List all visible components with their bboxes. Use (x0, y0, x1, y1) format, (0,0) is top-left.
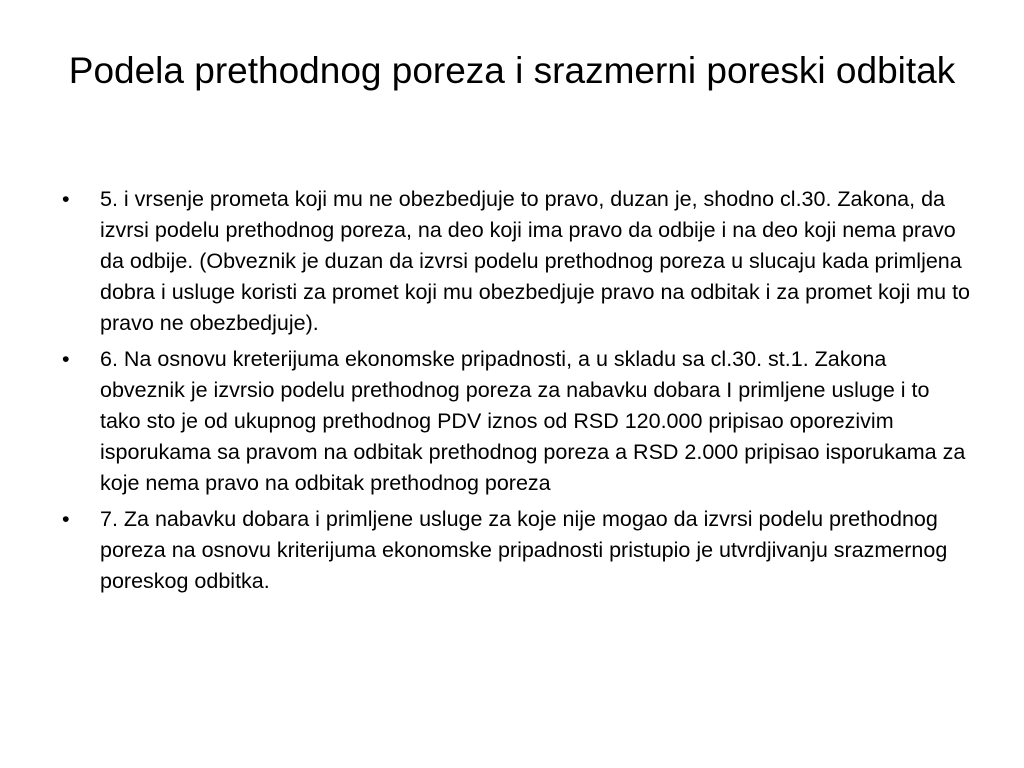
slide-title: Podela prethodnog poreza i srazmerni poreski odbitak (68, 50, 956, 91)
bullet-text: 5. i vrsenje prometa koji mu ne obezbedjuje to pravo, duzan je, shodno cl.30. Zakona, da izvrsi podelu prethodnog poreza, na deo koji ima pravo da odbije i na deo koji nema pravo da odbije. (Obveznik je duzan da izvrsi podelu prethodnog poreza u slucaju kada primljena dobra i usluge koristi za promet koji mu obezbedjuje pravo na odbitak i za promet koji mu to pravo ne obezbedjuje). (100, 187, 971, 335)
bullet-item-7 (62, 504, 972, 597)
bullet-text: 6. Na osnovu kreterijuma ekonomske pripadnosti, a u skladu sa cl.30. st.1. Zakona obveznik je izvrsio podelu prethodnog poreza za nabavku dobara I primljene usluge i to tako sto je od ukupnog prethodnog PDV iznos od RSD 120.000 pripisao oporezivim isporukama sa pravom na odbitak prethodnog poreza a RSD 2.000 pripisao isporukama za koje nema pravo na odbitak prethodnog poreza (100, 347, 966, 495)
bullet-icon: • (62, 347, 70, 371)
bullet-item-6 (62, 344, 972, 499)
bullet-icon: • (62, 187, 70, 211)
bullet-list (62, 184, 972, 602)
bullet-item-5 (62, 184, 972, 339)
bullet-icon: • (62, 507, 70, 531)
bullet-text: 7. Za nabavku dobara i primljene usluge za koje nije mogao da izvrsi podelu prethodnog poreza na osnovu kriterijuma ekonomske pripadnosti pristupio je utvrdjivanju srazmernog poreskog odbitka. (100, 507, 948, 593)
